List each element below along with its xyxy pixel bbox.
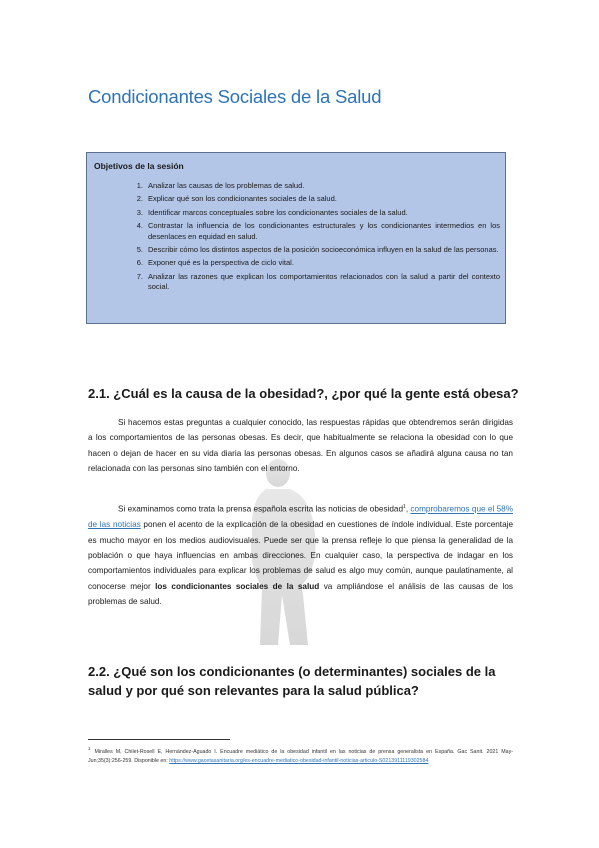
paragraph-2-text-start: Si examinamos como trata la prensa española escrita las noticias de obesidad (118, 504, 404, 514)
objectives-heading: Objetivos de la sesión (94, 161, 184, 171)
footnote-link[interactable]: https://www.gacetasanitaria.org/es-encuadre-mediatico-obesidad-infantil-noticias-articulo-S0213911119302584 (169, 758, 429, 765)
objective-number: 4. (136, 221, 143, 231)
news-percentage-link[interactable]: comprobaremos que el 58% de las noticias (88, 504, 513, 530)
footnote-ref[interactable]: 1 (403, 504, 406, 510)
objective-item (87, 208, 505, 218)
objective-text: Describir cómo los distintos aspectos de la posición socioeconómica influyen en la salud de las personas. (148, 245, 499, 255)
objectives-box (86, 152, 506, 324)
objective-item (87, 194, 505, 204)
footnote-divider (88, 739, 230, 740)
section-heading-2-2: 2.2. ¿Qué son los condicionantes (o determinantes) sociales de la salud y por qué son relevantes para la salud pública? (88, 664, 496, 698)
objective-item (87, 272, 505, 293)
objective-item (87, 221, 505, 242)
objective-number: 7. (136, 271, 143, 281)
objective-text: Analizar las causas de los problemas de salud. (148, 181, 305, 190)
objective-text: Explicar qué son los condicionantes sociales de la salud. (148, 194, 337, 204)
paragraph-2-text-end: va ampliándose el análisis de las causas de los problemas de salud. (88, 581, 514, 607)
social-determinants-bold: los condicionantes sociales de la salud (155, 581, 320, 591)
objective-text: Exponer qué es la perspectiva de ciclo vital. (148, 258, 294, 268)
objective-item (87, 258, 505, 268)
objective-number: 1. (136, 181, 143, 190)
paragraph-1: Si hacemos estas preguntas a cualquier conocido, las respuestas rápidas que obtendremos serán dirigidas a los comportamientos de las personas obesas. Es decir, que habitualmente se relaciona la obesidad con lo que hacen o dejan de hacer en su vida diaria las personas obesas. En algunos casos se añadirá alguna causa no tan relacionada con las personas sino también con el entorno. (88, 418, 513, 474)
section-heading-2-1: 2.1. ¿Cuál es la causa de la obesidad?, ¿por qué la gente está obesa? (88, 386, 519, 401)
footnote-text: Miralles M, Chilet-Rosell E, Hernández-Aguado I. Encuadre mediático de la obesidad infantil en las noticias de prensa generalista en España. Gac Sanit. 2021 May-Jun;35(3):256-259. Disponible en: (88, 748, 513, 765)
paragraph-2-text-middle: ponen el acento de la explicación de la obesidad en cuestiones de índole individual. Este porcentaje es mucho mayor en los medios audiovisuales. Puede ser que la prensa refleje lo que piensa la generalidad de la población o que haya influencias en ambas direcciones. En cualquier caso, la perspectiva de indagar en los comportamientos individuales para explicar los problemas de salud es algo muy común, aunque paulatinamente, al conocerse mejor (88, 520, 513, 591)
objective-number: 5. (136, 245, 143, 255)
footnote (88, 744, 513, 767)
objective-text: Contrastar la influencia de los condicionantes estructurales y los condicionantes intermedios en los desenlaces en equidad en salud. (148, 221, 500, 241)
paragraph-2-comma: , (405, 504, 411, 514)
objective-number: 2. (136, 194, 143, 204)
objectives-list (87, 181, 505, 296)
paragraph-2 (88, 500, 513, 610)
objective-text: Identificar marcos conceptuales sobre los condicionantes sociales de la salud. (148, 207, 408, 217)
objective-item (87, 245, 505, 255)
objective-number: 6. (136, 258, 143, 268)
objective-number: 3. (136, 207, 143, 217)
objective-text: Analizar las razones que explican los comportamientos relacionados con la salud a partir del contexto social. (148, 271, 500, 292)
objective-item (87, 181, 505, 191)
footnote-number: 1 (88, 746, 91, 751)
document-title: Condicionantes Sociales de la Salud (88, 86, 382, 107)
